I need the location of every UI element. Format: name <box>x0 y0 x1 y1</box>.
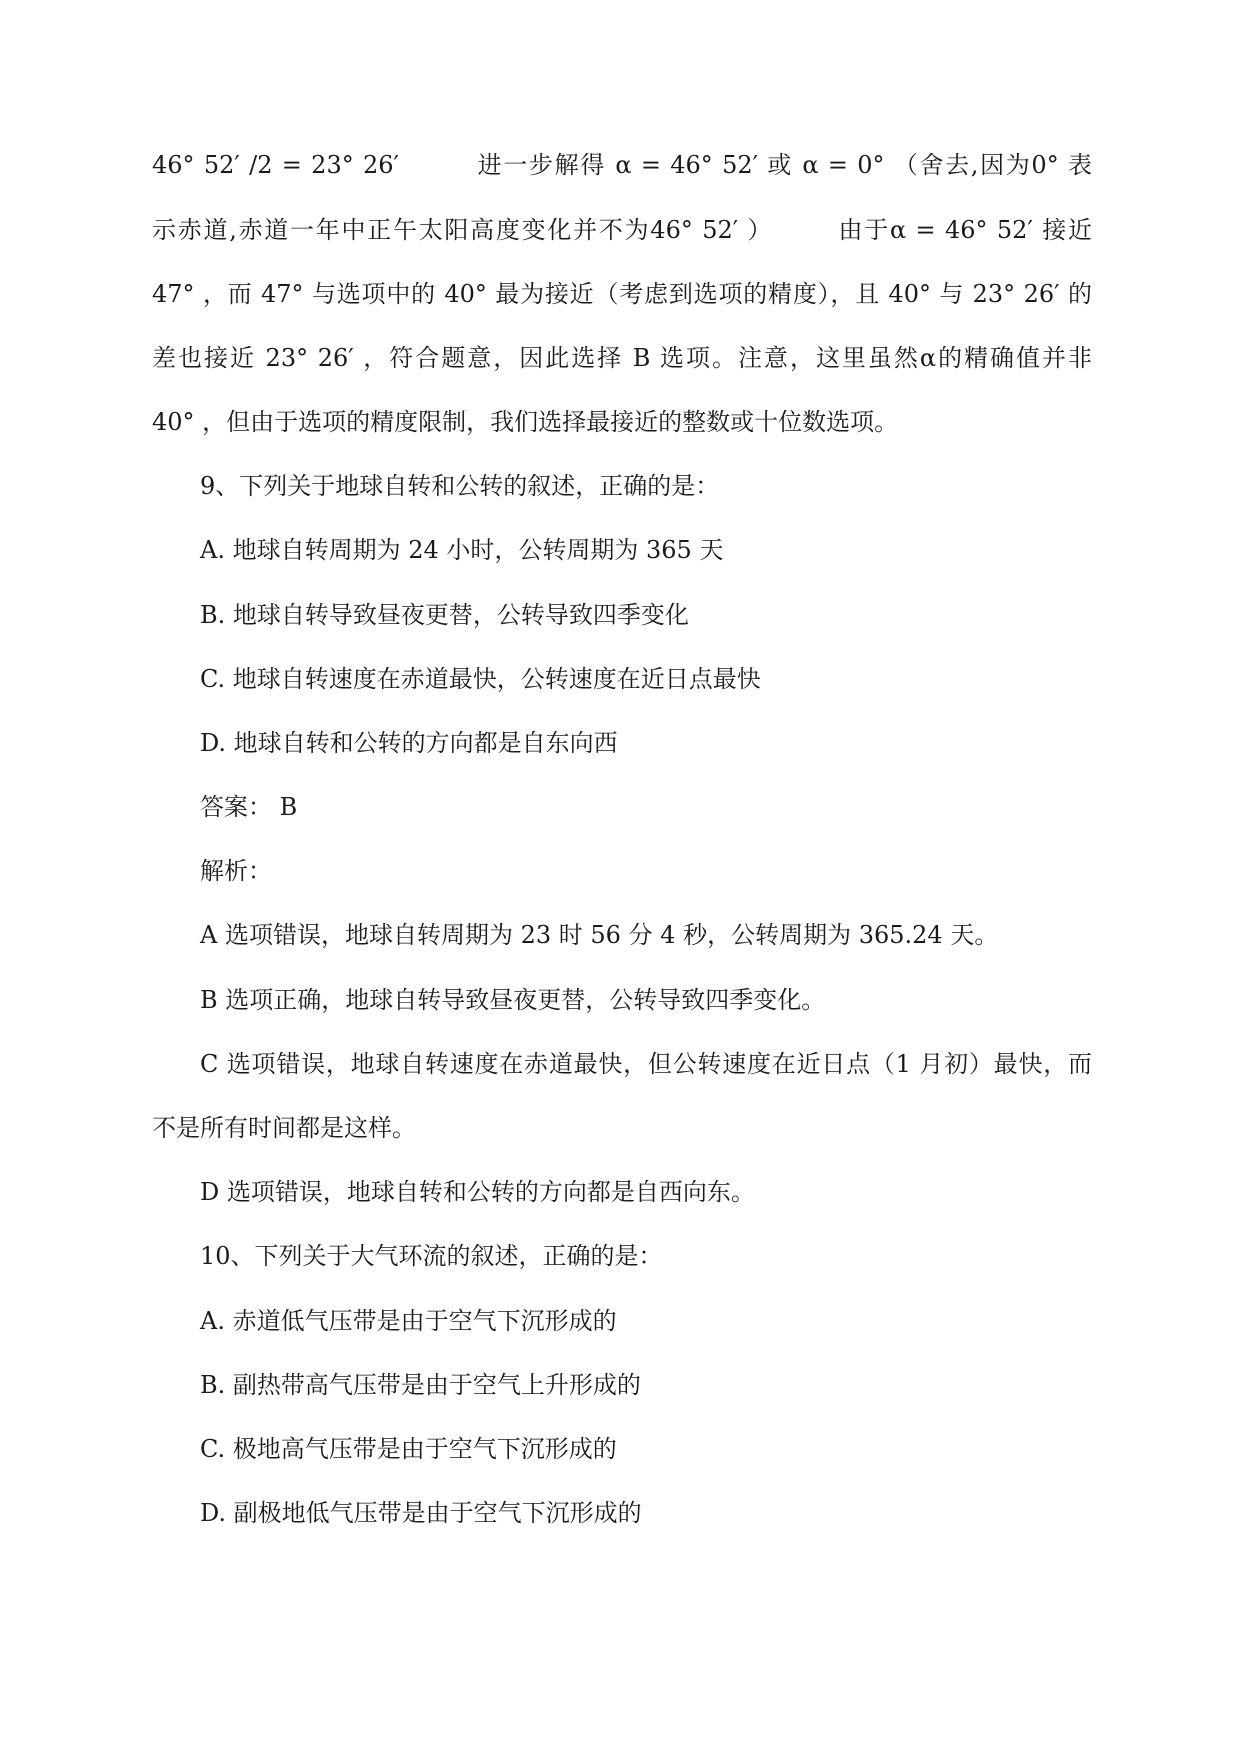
question-9-analysis-a: A 选项错误，地球自转周期为 23 时 56 分 4 秒，公转周期为 365.24 天。 <box>200 921 999 949</box>
question-10-option-a: A. 赤道低气压带是由于空气下沉形成的 <box>200 1307 617 1335</box>
explanation-line-2: 示赤道,赤道一年中正午太阳高度变化并不为46° 52′ ） 由于α = 46° 52′ 接近 <box>152 216 1092 244</box>
question-9-option-c: C. 地球自转速度在赤道最快，公转速度在近日点最快 <box>200 665 761 693</box>
explanation-line-1: 46° 52′ /2 = 23° 26′ 进一步解得 α = 46° 52′ 或 α = 0° （舍去,因为0° 表 <box>152 151 1092 179</box>
question-9-analysis-c-line-1: C 选项错误，地球自转速度在赤道最快，但公转速度在近日点（1 月初）最快，而 <box>200 1050 1092 1078</box>
question-9-analysis-label: 解析： <box>200 857 272 885</box>
explanation-line-5: 40° ，但由于选项的精度限制，我们选择最接近的整数或十位数选项。 <box>152 408 899 436</box>
question-9-answer: 答案： B <box>200 793 298 821</box>
question-9-option-a: A. 地球自转周期为 24 小时，公转周期为 365 天 <box>200 536 724 564</box>
question-10-option-c: C. 极地高气压带是由于空气下沉形成的 <box>200 1435 617 1463</box>
question-10-option-b: B. 副热带高气压带是由于空气上升形成的 <box>200 1371 641 1399</box>
question-10-option-d: D. 副极地低气压带是由于空气下沉形成的 <box>200 1499 642 1527</box>
question-9-option-b: B. 地球自转导致昼夜更替，公转导致四季变化 <box>200 601 689 629</box>
question-10: 10、下列关于大气环流的叙述，正确的是： <box>200 1242 663 1270</box>
question-9: 9、下列关于地球自转和公转的叙述，正确的是： <box>200 472 720 500</box>
question-9-analysis-b: B 选项正确，地球自转导致昼夜更替，公转导致四季变化。 <box>200 986 826 1014</box>
explanation-line-4: 差也接近 23° 26′ ，符合题意，因此选择 B 选项。注意，这里虽然α的精确值并非 <box>152 344 1092 372</box>
question-9-option-d: D. 地球自转和公转的方向都是自东向西 <box>200 729 618 757</box>
question-9-analysis-c-line-2: 不是所有时间都是这样。 <box>152 1114 416 1142</box>
explanation-line-3: 47° ，而 47° 与选项中的 40° 最为接近（考虑到选项的精度），且 40° 与 23° 26′ 的 <box>152 280 1092 308</box>
question-9-analysis-d: D 选项错误，地球自转和公转的方向都是自西向东。 <box>200 1178 755 1206</box>
